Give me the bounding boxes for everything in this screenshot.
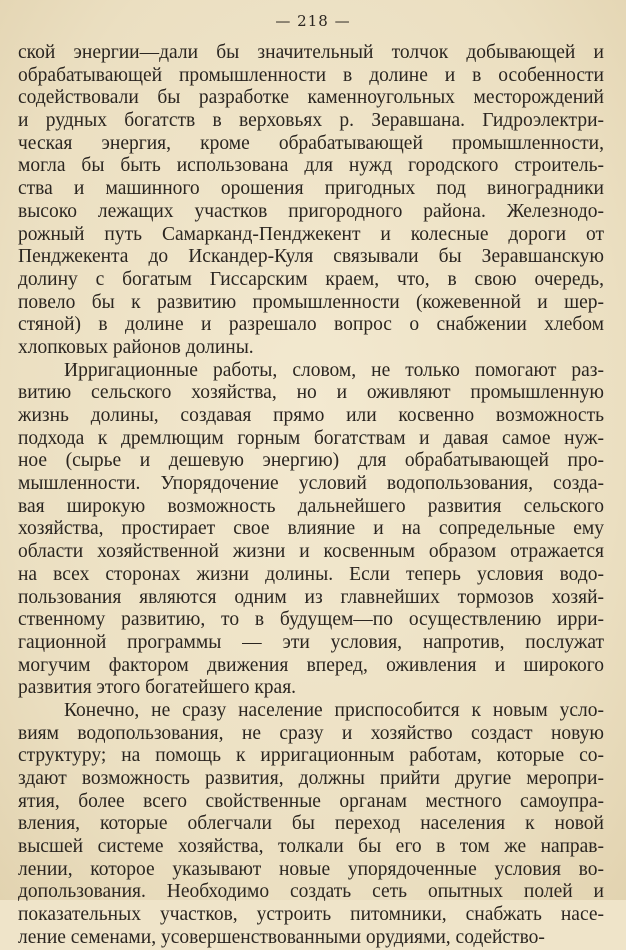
- text-line: подхода к дремлющим горным богатствам и давая самое нуж-: [18, 427, 604, 449]
- text-line: и рудных богатств в верховьях р. Зеравшана. Гидроэлектри-: [18, 110, 604, 132]
- text-line: высоко лежащих участков пригородного района. Железнодо-: [18, 200, 604, 222]
- page-number: — 218 —: [275, 12, 351, 30]
- text-line: показательных участков, устроить питомники, снабжать насе-: [18, 904, 604, 926]
- paragraph: [18, 360, 604, 700]
- text-line: витию сельского хозяйства, но и оживляют промышленную: [18, 382, 604, 404]
- paragraph: [18, 700, 604, 950]
- paragraph: [18, 42, 604, 360]
- text-line: повело бы к развитию промышленности (кожевенной и шер-: [18, 291, 604, 313]
- text-line: пользования являются одним из главнейших тормозов хозяй-: [18, 586, 604, 608]
- text-line: Конечно, не сразу население приспособится к новым усло-: [64, 699, 604, 721]
- text-line: рожный путь Самарканд-Пенджекент и колесные дороги от: [18, 223, 604, 245]
- text-line: высшей системе хозяйства, толкали бы его в том же направ-: [18, 836, 604, 858]
- body-text: [18, 42, 604, 950]
- text-line: вая широкую возможность дальнейшего развития сельского: [18, 495, 604, 517]
- text-line: хлопковых районов долины.: [18, 336, 254, 358]
- text-line: долину с богатым Гиссарским краем, что, в свою очередь,: [18, 268, 604, 290]
- text-line: области хозяйственной жизни и косвенным образом отражается: [18, 541, 604, 563]
- text-line: Пенджекента до Искандер-Куля связывали бы Зеравшанскую: [18, 246, 604, 268]
- text-line: ственному развитию, то в будущем—по осуществлению ирри-: [18, 609, 604, 631]
- text-line: хозяйства, простирает свое влияние и на сопредельные ему: [18, 518, 604, 540]
- text-line: ской энергии—дали бы значительный толчок добывающей и: [18, 42, 604, 63]
- text-line: мышленности. Упорядочение условий водопользования, созда-: [18, 473, 604, 495]
- text-line: ное (сырье и дешевую энергию) для обрабатывающей про-: [18, 450, 604, 472]
- text-line: ческая энергия, кроме обрабатывающей промышленности,: [18, 132, 604, 154]
- text-line: могучим фактором движения вперед, оживления и широкого: [18, 654, 604, 676]
- text-line: гационной программы — эти условия, напротив, послужат: [18, 631, 604, 653]
- text-line: виям водопользования, не сразу и хозяйство создаст новую: [18, 722, 604, 744]
- text-line: ление семенами, усовершенствованными орудиями, содейство-: [18, 926, 545, 948]
- text-line: стяной) в долине и разрешало вопрос о снабжении хлебом: [18, 314, 604, 336]
- text-line: ства и машинного орошения пригодных под виноградники: [18, 178, 604, 200]
- text-line: Ирригационные работы, словом, не только помогают раз-: [64, 359, 604, 381]
- text-line: вления, которые облегчали бы переход населения к новой: [18, 813, 604, 835]
- text-line: обрабатывающей промышленности в долине и в особенности: [18, 64, 604, 86]
- text-line: ятия, более всего свойственные органам местного самоупра-: [18, 790, 604, 812]
- text-line: лении, которое указывают новые упорядоченные условия во-: [18, 858, 604, 880]
- text-line: структуру; на помощь к ирригационным работам, которые со-: [18, 745, 604, 767]
- text-line: допользования. Необходимо создать сеть опытных полей и: [18, 881, 604, 903]
- text-line: здают возможность развития, должны прийти другие меропри-: [18, 768, 604, 789]
- text-line: содействовали бы разработке каменноугольных месторождений: [18, 87, 604, 109]
- text-line: жизнь долины, создавая прямо или косвенно возможность: [18, 405, 604, 426]
- text-line: развития этого богатейшего края.: [18, 677, 297, 699]
- text-line: на всех сторонах жизни долины. Если теперь условия водо-: [18, 563, 604, 585]
- text-line: могла бы быть использована для нужд городского строитель-: [18, 155, 604, 177]
